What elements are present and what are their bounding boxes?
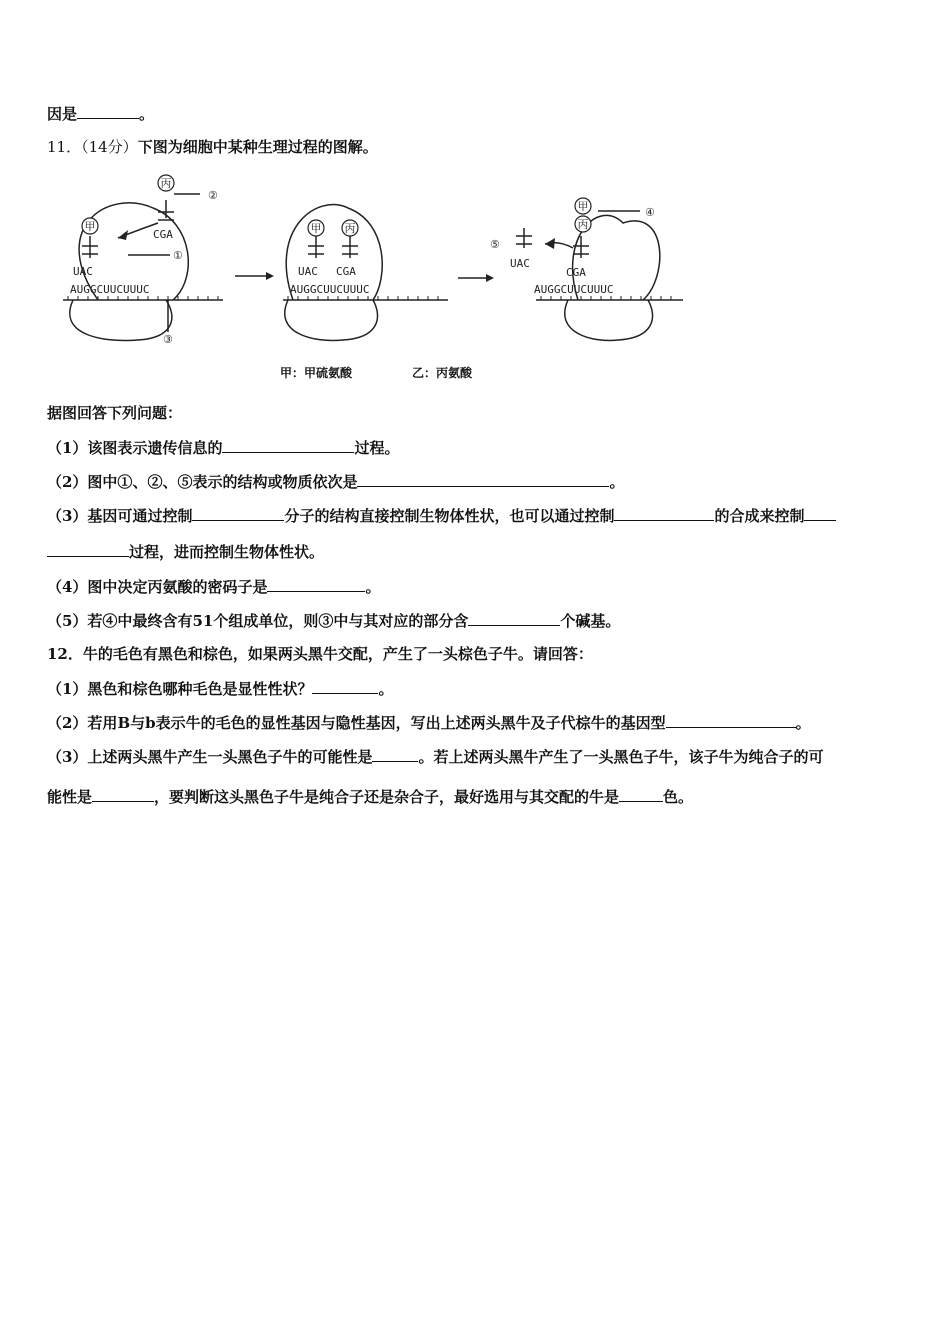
gene-recessive: b bbox=[145, 714, 156, 732]
ribosome-small-subunit bbox=[70, 300, 172, 341]
sub-question-5 bbox=[47, 610, 620, 631]
mrna-sequence: AUGGCUUCUUUC bbox=[70, 283, 150, 296]
label-jia: 甲 bbox=[310, 222, 322, 235]
text: （5）若④中最终含有 bbox=[47, 612, 193, 630]
label-3: ③ bbox=[163, 333, 173, 346]
text: 因是 bbox=[47, 105, 78, 123]
text: 据图回答下列问题： bbox=[47, 404, 183, 422]
sub-question-3-cont bbox=[47, 541, 324, 562]
answer-blank[interactable] bbox=[77, 103, 139, 119]
text: 分子的结构直接控制生物体性状，也可以通过控制 bbox=[284, 507, 615, 525]
caption-jia: 甲：甲硫氨酸 bbox=[280, 366, 353, 380]
translation-diagram bbox=[58, 168, 698, 388]
text: 。 bbox=[378, 680, 394, 698]
text: （2）图中①、②、⑤表示的结构或物质依次是 bbox=[47, 473, 358, 491]
translation-diagram-svg bbox=[58, 168, 698, 388]
q12-sub-3 bbox=[47, 746, 823, 767]
answer-blank[interactable] bbox=[47, 541, 129, 557]
text: （1）黑色和棕色哪种毛色是显性性状？ bbox=[47, 680, 313, 698]
label-bing: 丙 bbox=[160, 177, 172, 190]
arrowhead bbox=[545, 238, 555, 249]
text: ，要判断这头黑色子牛是纯合子还是杂合子，最好选用与其交配的牛是 bbox=[154, 788, 620, 806]
text: （3）基因可通过控制 bbox=[47, 507, 193, 525]
text: （3）上述两头黑牛产生一头黑色子牛的可能性是 bbox=[47, 748, 373, 766]
label-1: ① bbox=[173, 249, 183, 262]
number: 51 bbox=[192, 612, 214, 630]
arrowhead bbox=[266, 272, 274, 280]
label-bing: 丙 bbox=[344, 222, 356, 235]
anticodon-cga: CGA bbox=[566, 266, 586, 279]
intro-line bbox=[47, 403, 182, 423]
answer-blank[interactable] bbox=[619, 786, 663, 802]
sub-question-1 bbox=[47, 437, 399, 458]
text: （4）图中决定丙氨酸的密码子是 bbox=[47, 578, 268, 596]
text: 个组成单位，则③中与其对应的部分含 bbox=[213, 612, 469, 630]
answer-blank[interactable] bbox=[357, 471, 609, 487]
label-jia: 甲 bbox=[577, 200, 589, 213]
q12-sub-3-cont bbox=[47, 786, 693, 807]
ribosome-small-subunit bbox=[285, 300, 378, 341]
mrna-sequence: AUGGCUUCUUUC bbox=[290, 283, 370, 296]
answer-blank[interactable] bbox=[222, 437, 354, 453]
anticodon-uac: UAC bbox=[73, 265, 93, 278]
gene-dominant: B bbox=[117, 714, 131, 732]
anticodon-cga: CGA bbox=[336, 265, 356, 278]
sub-question-3 bbox=[47, 505, 836, 526]
trna-bing-stem bbox=[158, 200, 174, 220]
sub-question-2 bbox=[47, 471, 624, 492]
question-11-title bbox=[47, 137, 378, 157]
text: 。 bbox=[609, 473, 625, 491]
question-text: 下图为细胞中某种生理过程的图解。 bbox=[137, 138, 378, 156]
q12-sub-1 bbox=[47, 678, 393, 699]
caption-yi: 乙：丙氨酸 bbox=[412, 366, 473, 380]
label-5: ⑤ bbox=[490, 238, 500, 251]
trna-jia-stem bbox=[82, 236, 98, 258]
text: 过程，进而控制生物体性状。 bbox=[129, 543, 325, 561]
label-4: ④ bbox=[645, 206, 655, 219]
text: 。 bbox=[365, 578, 381, 596]
anticodon-uac: UAC bbox=[298, 265, 318, 278]
trna-bing-stem bbox=[342, 236, 358, 258]
arrowhead bbox=[486, 274, 494, 282]
answer-blank[interactable] bbox=[666, 712, 796, 728]
text: 。 bbox=[139, 105, 155, 123]
prev-answer-line bbox=[47, 103, 154, 124]
answer-blank[interactable] bbox=[804, 505, 836, 521]
answer-blank[interactable] bbox=[92, 786, 154, 802]
answer-blank[interactable] bbox=[372, 746, 418, 762]
label-jia: 甲 bbox=[84, 220, 96, 233]
label-2: ② bbox=[208, 189, 218, 202]
text: 能性是 bbox=[47, 788, 93, 806]
sub-question-4 bbox=[47, 576, 380, 597]
text: 。若上述两头黑牛产生了一头黑色子牛，该子牛为纯合子的可 bbox=[418, 748, 824, 766]
text: 个碱基。 bbox=[560, 612, 621, 630]
answer-blank[interactable] bbox=[614, 505, 714, 521]
text: 的合成来控制 bbox=[714, 507, 805, 525]
text: 过程。 bbox=[354, 439, 400, 457]
question-12-title bbox=[47, 644, 593, 664]
trna-jia-stem bbox=[308, 236, 324, 258]
text: （1）该图表示遗传信息的 bbox=[47, 439, 223, 457]
trna-released-stem bbox=[516, 228, 532, 248]
label-bing: 丙 bbox=[577, 218, 589, 231]
text: 表示牛的毛色的显性基因与隐性基因，写出上述两头黑牛及子代棕牛的基因型 bbox=[155, 714, 666, 732]
ribosome-small-subunit bbox=[565, 300, 653, 341]
text: 。 bbox=[795, 714, 811, 732]
answer-blank[interactable] bbox=[312, 678, 378, 694]
question-number: 11．（14分） bbox=[47, 138, 138, 156]
arrowhead bbox=[118, 230, 128, 240]
anticodon-uac: UAC bbox=[510, 257, 530, 270]
answer-blank[interactable] bbox=[468, 610, 560, 626]
mrna-sequence: AUGGCUUCUUUC bbox=[534, 283, 614, 296]
answer-blank[interactable] bbox=[192, 505, 284, 521]
text: （2）若用 bbox=[47, 714, 118, 732]
question-text: 12．牛的毛色有黑色和棕色，如果两头黑牛交配，产生了一头棕色子牛。请回答： bbox=[47, 645, 593, 663]
answer-blank[interactable] bbox=[267, 576, 365, 592]
text: 色。 bbox=[663, 788, 694, 806]
text: 与 bbox=[130, 714, 146, 732]
q12-sub-2 bbox=[47, 712, 811, 733]
anticodon-cga: CGA bbox=[153, 228, 173, 241]
